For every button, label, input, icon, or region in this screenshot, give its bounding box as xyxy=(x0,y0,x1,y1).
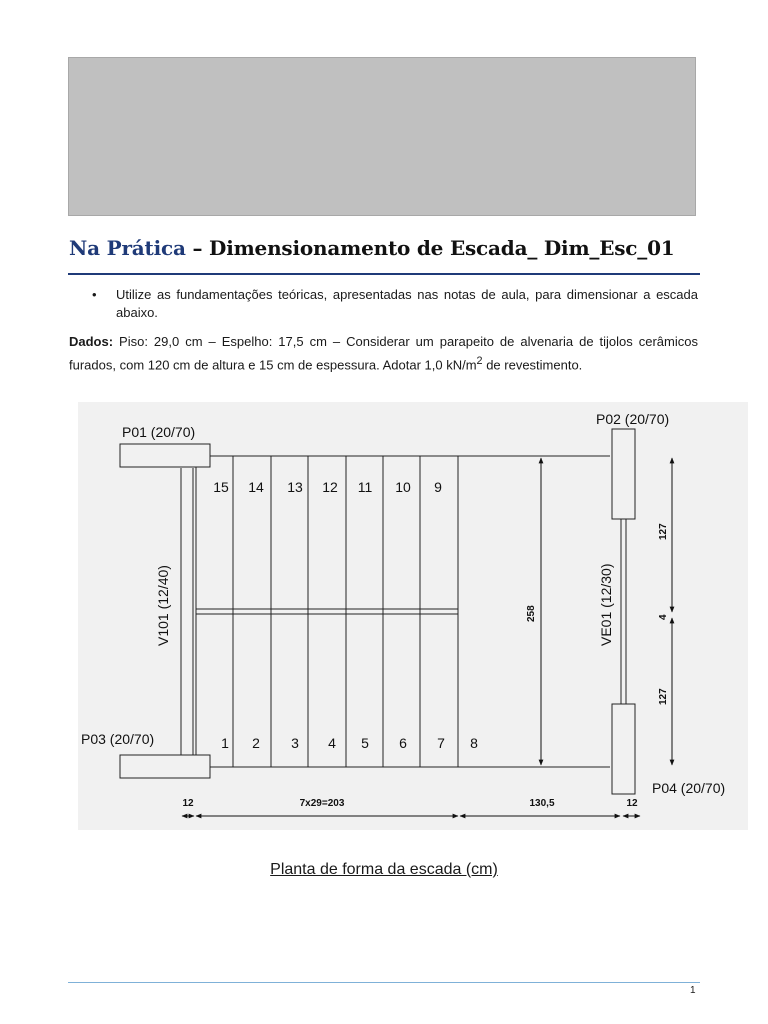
step-number: 5 xyxy=(361,735,369,751)
step-numbers-top xyxy=(213,479,442,495)
step-number: 4 xyxy=(328,735,336,751)
title-underline xyxy=(68,273,700,275)
stair-plan-figure xyxy=(78,402,748,830)
step-number: 8 xyxy=(470,735,478,751)
data-paragraph xyxy=(69,333,698,374)
pillar-p02 xyxy=(612,429,635,519)
dim-127-top: 127 xyxy=(658,523,669,540)
instruction-text: Utilize as fundamentações teóricas, apresentadas nas notas de aula, para dimensionar a escada abaixo. xyxy=(116,287,698,320)
dim-258: 258 xyxy=(526,605,537,622)
label-p03: P03 (20/70) xyxy=(81,731,155,747)
step-number: 9 xyxy=(434,479,442,495)
step-number: 13 xyxy=(287,479,303,495)
dim-127-bottom: 127 xyxy=(658,688,669,705)
label-p01: P01 (20/70) xyxy=(122,424,196,440)
dim-12-left: 12 xyxy=(182,798,194,809)
dim-12-right: 12 xyxy=(626,798,638,809)
pillar-p04 xyxy=(612,704,635,794)
page-title xyxy=(69,236,709,260)
dim-4: 4 xyxy=(658,614,669,620)
label-ve01: VE01 (12/30) xyxy=(598,563,614,646)
data-text-end: de revestimento. xyxy=(482,356,583,372)
step-number: 7 xyxy=(437,735,445,751)
figure-caption: Planta de forma da escada (cm) xyxy=(270,861,498,878)
step-number: 6 xyxy=(399,735,407,751)
dim-130: 130,5 xyxy=(529,798,555,809)
pillar-p01 xyxy=(120,444,210,467)
step-number: 3 xyxy=(291,735,299,751)
step-number: 1 xyxy=(221,735,229,751)
title-rest: – Dimensionamento de Escada_ Dim_Esc_01 xyxy=(185,236,675,260)
label-v101: V101 (12/40) xyxy=(155,565,171,646)
stair-plan-drawing xyxy=(78,402,748,830)
instruction-list xyxy=(92,286,698,322)
data-label: Dados: xyxy=(69,334,114,349)
label-p02: P02 (20/70) xyxy=(596,411,670,427)
instruction-item xyxy=(92,286,698,322)
bullet-marker: • xyxy=(92,287,97,302)
step-number: 11 xyxy=(357,479,373,495)
pillar-p03 xyxy=(120,755,210,778)
data-text: Piso: 29,0 cm – Espelho: 17,5 cm – Considerar um parapeito de alvenaria de tijolos cerâmicos furados, com 120 cm de altura e 15 cm de espessura. Adotar 1,0 kN/m xyxy=(69,334,698,372)
header-banner xyxy=(68,57,696,216)
step-lines xyxy=(233,456,458,767)
step-number: 14 xyxy=(248,479,264,495)
title-accent: Na Prática xyxy=(69,236,186,260)
step-number: 10 xyxy=(395,479,411,495)
step-number: 2 xyxy=(252,735,260,751)
step-number: 15 xyxy=(213,479,229,495)
footer-rule xyxy=(68,982,700,983)
step-number: 12 xyxy=(322,479,338,495)
step-numbers-bottom xyxy=(221,735,478,751)
label-p04: P04 (20/70) xyxy=(652,780,726,796)
dim-203: 7x29=203 xyxy=(299,798,345,809)
page-number: 1 xyxy=(690,985,696,996)
data-superscript: 2 xyxy=(476,354,483,367)
